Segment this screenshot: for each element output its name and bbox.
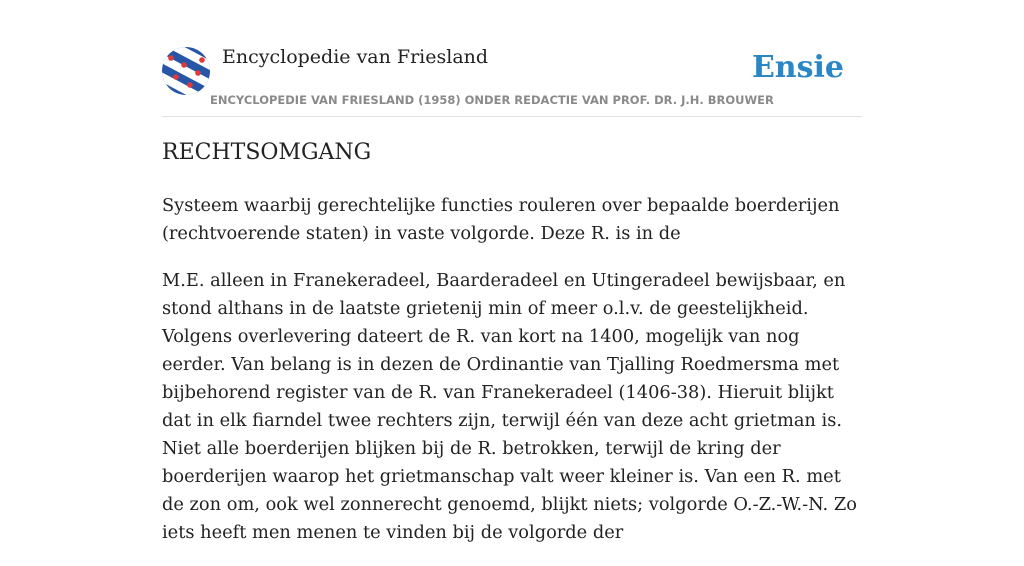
ensie-brand-link[interactable]: Ensie bbox=[751, 50, 844, 85]
site-subtitle: ENCYCLOPEDIE VAN FRIESLAND (1958) ONDER REDACTIE VAN PROF. DR. J.H. BROUWER bbox=[210, 93, 774, 107]
site-header bbox=[162, 44, 862, 117]
article-body bbox=[162, 192, 868, 566]
frisian-flag-logo-icon[interactable] bbox=[162, 47, 210, 95]
article-title: RECHTSOMGANG bbox=[162, 140, 372, 165]
article-paragraph: M.E. alleen in Franekeradeel, Baarderadeel en Utingeradeel bewijsbaar, en stond althans in de laatste grietenij min of meer o.l.v. de geestelijkheid. Volgens overlevering dateert de R. van kort na 1400, mogelijk van nog eerder. Van belang is in dezen de Ordinantie van Tjalling Roedmersma met bijbehorend register van de R. van Franekeradeel (1406-38). Hieruit blijkt dat in elk fiarndel twee rechters zijn, terwijl één van deze acht grietman is. Niet alle boerderijen blijken bij de R. betrokken, terwijl de kring der boerderijen waarop het grietmanschap valt weer kleiner is. Van een R. met de zon om, ook wel zonnerecht genoemd, blijkt niets; volgorde O.-Z.-W.-N. Zo iets heeft men menen te vinden bij de volgorde der bbox=[162, 270, 857, 543]
article-paragraph: Systeem waarbij gerechtelijke functies rouleren over bepaalde boerderijen (rechtvoerende staten) in vaste volgorde. Deze R. is in de bbox=[162, 195, 840, 244]
site-title[interactable]: Encyclopedie van Friesland bbox=[222, 46, 489, 68]
